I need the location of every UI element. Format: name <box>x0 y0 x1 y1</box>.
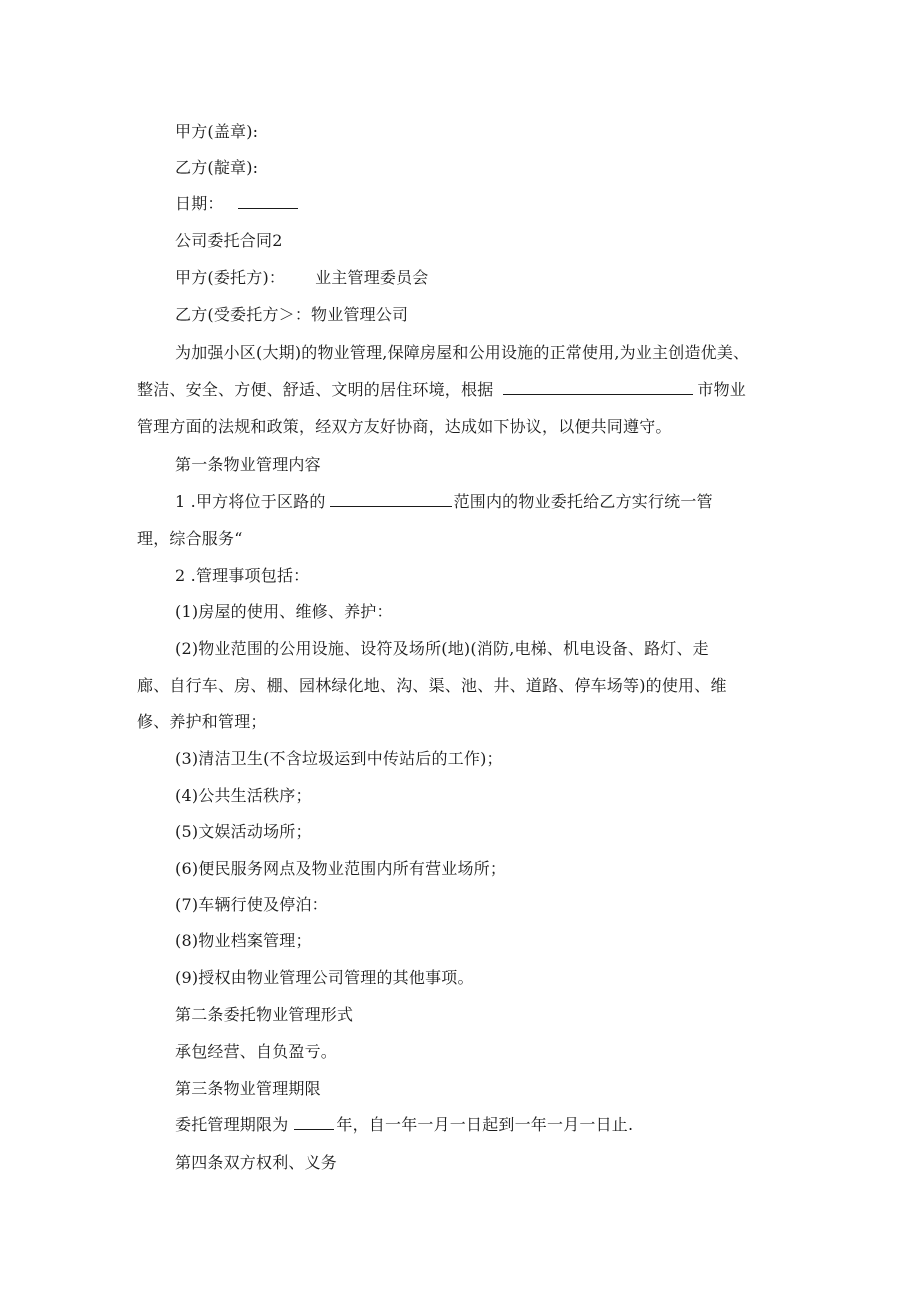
scope-blank <box>330 492 452 507</box>
article2-heading: 第二条委托物业管理形式 <box>175 1005 354 1024</box>
intro-text-b: 市物业 <box>697 380 747 399</box>
party-a-seal-line: 甲方(盖章): <box>175 122 259 141</box>
date-line <box>175 193 298 215</box>
article1-item1-line <box>175 491 713 513</box>
party-b-line: 乙方(受委托方＞：物业管理公司 <box>175 305 409 324</box>
date-blank <box>238 194 298 209</box>
party-a-label: 甲方(委托方)： <box>175 268 286 287</box>
intro-line-2 <box>137 379 746 401</box>
sub-item-8: (8)物业档案管理； <box>175 931 312 950</box>
intro-text-a: 整洁、安全、方便、舒适、文明的居住环境，根据 <box>137 380 494 399</box>
party-a-name: 业主管理委员会 <box>315 268 429 287</box>
article2-body: 承包经营、自负盈亏。 <box>175 1042 338 1061</box>
sub-item-6: (6)便民服务网点及物业范围内所有营业场所； <box>175 859 507 878</box>
article3-body <box>175 1114 633 1136</box>
sub-item-7: (7)车辆行使及停泊： <box>175 895 328 914</box>
sub-item-5: (5)文娱活动场所； <box>175 822 312 841</box>
sub-item-4: (4)公共生活秩序； <box>175 786 312 805</box>
sub-item-2: (2)物业范围的公用设施、设符及场所(地)(消防,电梯、机电设备、路灯、走 <box>175 639 709 658</box>
article4-heading: 第四条双方权利、义务 <box>175 1153 338 1172</box>
sub-item-3: (3)清洁卫生(不含垃圾运到中传站后的工作)； <box>175 749 503 768</box>
party-a-line <box>175 267 429 289</box>
term-years-blank <box>294 1115 334 1130</box>
article1-heading: 第一条物业管理内容 <box>175 455 321 474</box>
article3-heading: 第三条物业管理期限 <box>175 1079 321 1098</box>
date-label: 日期： <box>175 194 224 213</box>
intro-line-3: 管理方面的法规和政策，经双方友好协商，达成如下协议，以便共同遵守。 <box>137 417 672 436</box>
party-b-seal-line: 乙方(靛章): <box>175 158 259 177</box>
sub-item-1: (1)房屋的使用、维修、养护： <box>175 602 393 621</box>
intro-line-1: 为加强小区(大期)的物业管理,保障房屋和公用设施的正常使用,为业主创造优美、 <box>175 343 750 362</box>
term-text-a: 委托管理期限为 <box>175 1115 289 1134</box>
sub-item-2-end: 修、养护和管理； <box>137 712 267 731</box>
term-text-b: 年，自一年一月一日起到一年一月一日止. <box>336 1115 634 1134</box>
item1-text-b: 范围内的物业委托给乙方实行统一管 <box>453 492 713 511</box>
article1-item1-cont: 理，综合服务“ <box>137 529 243 548</box>
city-blank <box>503 380 693 395</box>
item1-text-a: 1 .甲方将位于区路的 <box>175 492 326 511</box>
sub-item-9: (9)授权由物业管理公司管理的其他事项。 <box>175 968 474 987</box>
article1-item2: 2 .管理事项包括： <box>175 566 310 585</box>
contract-title: 公司委托合同2 <box>175 231 283 250</box>
sub-item-2-cont: 廊、自行车、房、棚、园林绿化地、沟、渠、池、井、道路、停车场等)的使用、维 <box>137 676 727 695</box>
